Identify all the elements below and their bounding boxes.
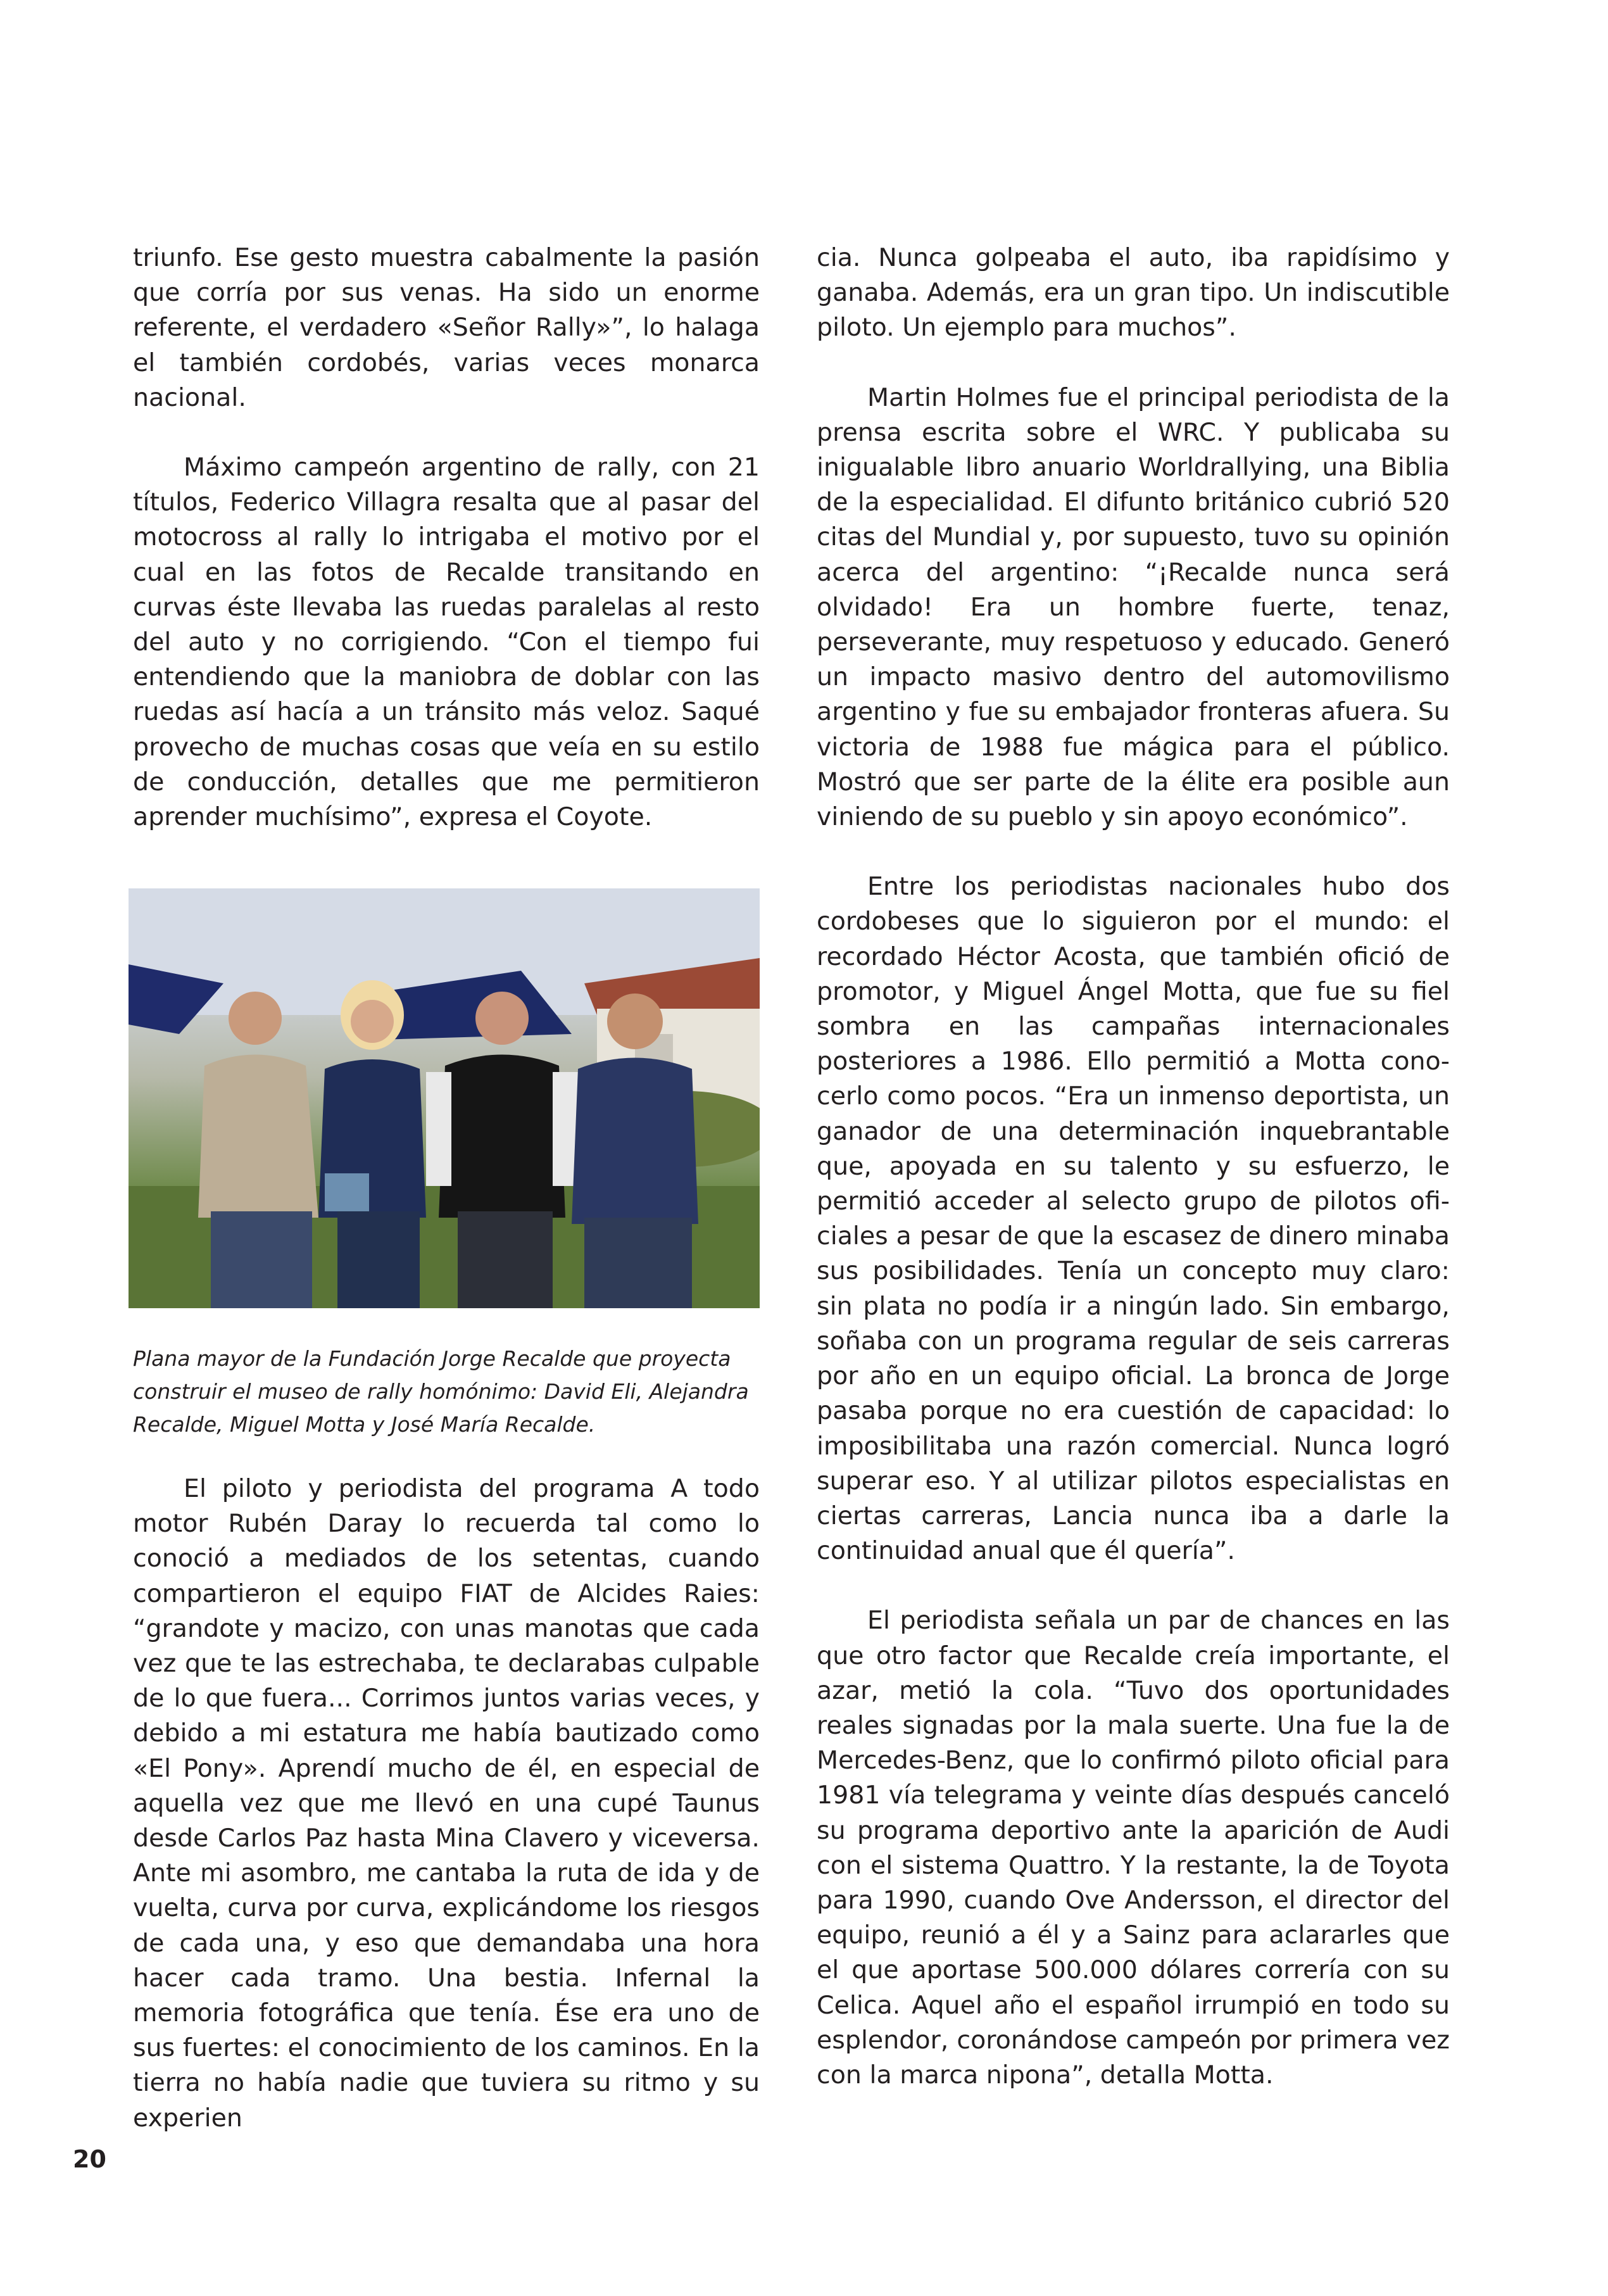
paragraph-continuation-right: cia. Nunca golpeaba el auto, iba rapidísimo y ganaba. Además, era un gran tipo. Un indiscutible piloto. Un ejemplo para muchos”. <box>817 243 1450 343</box>
paragraph-holmes: Martin Holmes fue el principal periodista de la prensa escrita sobre el WRC. Y publicaba su inigualable libro anuario Worldrallying, una Biblia de la especialidad. El difunto británico cubrió 520 citas del Mundial y, por supuesto, tuvo su opinión acerca del argentino: “¡Recalde nunca será olvidado! Era un hombre fuerte, tenaz, perseverante, muy respetuoso y educado. Generó un impacto masivo dentro del automovilismo argentino y fue su embajador fronteras afuera. Su victoria de 1988 fue mágica para el público. Mostró que ser parte de la élite era posible aun viniendo de su pueblo y sin apoyo económico”. <box>817 382 1450 832</box>
paragraph-villagra: Máximo campeón argentino de rally, con 21 títulos, Federico Villagra resalta que al pasar del motocross al rally lo intrigaba el motivo por el cual en las fotos de Recalde transitando en curvas éste llevaba las ruedas paralelas al resto del auto y no corrigiendo. “Con el tiempo fui entendiendo que la maniobra de doblar con las ruedas así hacía a un tránsito más veloz. Saqué provecho de muchas cosas que veía en su estilo de conducción, detalles que me permitieron aprender muchísimo”, expresa el Coyote. <box>133 453 760 832</box>
right-column <box>817 241 1450 2093</box>
paragraph-daray: El piloto y periodista del programa A todo motor Rubén Daray lo recuerda tal como lo conoció a mediados de los setentas, cuando compartieron el equipo FIAT de Alcides Raies: “grandote y macizo, con unas manotas que cada vez que te las estrechaba, te declarabas culpable de lo que fuera... Corrimos juntos varias veces, y debido a mi estatura me había bautizado como «El Pony». Aprendí mucho de él, en especial de aquella vez que me llevó en una cupé Taunus desde Carlos Paz hasta Mina Clavero y viceversa. Ante mi asombro, me cantaba la ruta de ida y de vuelta, curva por curva, explicándome los riesgos de cada una, y eso que demandaba una hora hacer cada tramo. Una bestia. Infernal la memoria fotográfica que tenía. Ése era uno de sus fuertes: el conocimiento de los caminos. En la tierra no había nadie que tuviera su ritmo y su experien <box>133 1474 760 2133</box>
group-photo <box>129 888 760 1308</box>
left-column-top <box>133 241 760 835</box>
page-number: 20 <box>73 2145 106 2173</box>
photo-caption: Plana mayor de la Fundación Jorge Recalde que proyecta construir el museo de rally homónimo: David Eli, Alejandra Recalde, Miguel Motta y José María Recalde. <box>133 1346 749 1437</box>
group-photo-illustration <box>129 888 760 1308</box>
paragraph-motta: Entre los periodistas nacionales hubo dos cordobeses que lo siguieron por el mundo: el recordado Héctor Acosta, que también ofició de promotor, y Miguel Ángel Motta, que fue su fiel sombra en las campañas internacionales posteriores a 1986. Ello permitió a Motta conocerlo como pocos. “Era un inmenso deportista, un ganador de una determinación inquebrantable que, apoyada en su talento y su esfuerzo, le permitió acceder al selecto grupo de pilotos oficiales a pesar de que la escasez de dinero minaba sus posibilidades. Tenía un concepto muy claro: sin plata no podía ir a ningún lado. Sin embargo, soñaba con un programa regular de seis carreras por año en un equipo oficial. La bronca de Jorge pasaba porque no era cuestión de capacidad: lo imposibilitaba una razón comercial. Nunca logró superar eso. Y al utilizar pilotos especialistas en ciertas carreras, Lancia nunca iba a darle la continuidad anual que él quería”. <box>817 872 1450 1566</box>
left-column-bottom <box>133 1472 760 2136</box>
paragraph-chances: El periodista señala un par de chances en las que otro factor que Recalde creía importante, el azar, metió la cola. “Tuvo dos oportunidades reales signadas por la mala suerte. Una fue la de Mercedes-Benz, que lo confirmó piloto oficial para 1981 vía telegrama y veinte días después canceló su programa deportivo ante la aparición de Audi con el sistema Quattro. Y la restante, la de Toyota para 1990, cuando Ove Andersson, el director del equipo, reunió a él y a Sainz para aclararles que el que aportase 500.000 dólares correría con su Celica. Aquel año el español irrumpió en todo su esplendor, coronándose campeón por primera vez con la marca nipona”, detalla Motta. <box>817 1606 1450 2090</box>
paragraph-continuation: triunfo. Ese gesto muestra cabalmente la pasión que corría por sus venas. Ha sido un enorme referente, el verdadero «Señor Rally»”, lo halaga el también cordobés, varias veces monarca nacional. <box>133 243 760 412</box>
